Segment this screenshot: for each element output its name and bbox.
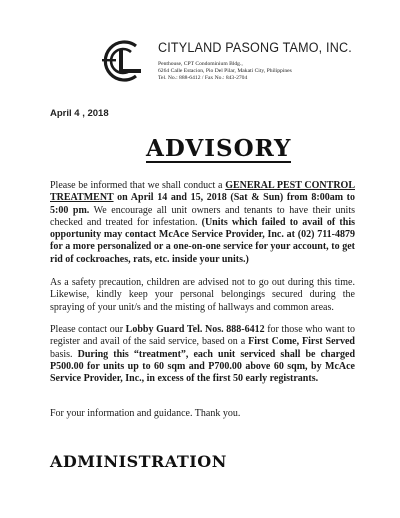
treatment-name: GENERAL PEST CONTROL TREATMENT	[50, 180, 355, 204]
paragraph-text: We encourage all unit owners and tenants to have their units checked and treated for infestation.	[50, 204, 355, 228]
company-address-line: Penthouse, CPT Condominium Bldg.,	[158, 61, 243, 67]
paragraph-text: Please be informed that we shall conduct a	[50, 180, 226, 191]
paragraph-text: for those who want to register and avail of the said service, based on a	[50, 324, 355, 348]
paragraph-text: Please contact our	[50, 324, 126, 335]
document-date: April 4 , 2018	[50, 108, 109, 119]
schedule-text: on April 14 and 15, 2018 (Sat & Sun) from 8:00am to 5:00 pm.	[50, 192, 355, 216]
paragraph-closing: For your information and guidance. Thank you.	[50, 408, 241, 419]
paragraph-text: basis.	[50, 348, 78, 360]
company-name: CITYLAND PASONG TAMO, INC.	[158, 40, 352, 55]
pricing-text: During this “treatment”, each unit serviced shall be charged P500.00 for units up to 60 sqm and P700.00 above 60 sqm, by McAce Service Provider, Inc., in excess of the first 50 early registrants.	[50, 348, 356, 385]
service-provider-note: (Units which failed to avail of this opportunity may contact McAce Service Provider, Inc. at (02) 711-4879 for a more personalized or a one-on-one service for your account, to get rid of cockroaches, rats, etc. inside your units.)	[50, 216, 355, 265]
paragraph-registration	[50, 324, 355, 385]
document-title: ADVISORY	[146, 135, 292, 162]
signature-administration: ADMINISTRATION	[50, 452, 227, 471]
basis-text: First Come, First Served	[248, 336, 355, 348]
cityland-logo-icon	[100, 38, 146, 84]
paragraph-pest-control	[50, 180, 355, 266]
company-address-line: 6264 Calle Estacion, Pio Del Pilar, Makati City, Philippines	[158, 68, 292, 74]
company-contact-line: Tel. No.: 888-6412 / Fax No.: 843-2704	[158, 75, 248, 81]
lobby-guard-contact: Lobby Guard Tel. Nos. 888-6412	[125, 324, 265, 335]
paragraph-safety: As a safety precaution, children are advised not to go out during this time. Likewise, kindly keep your personal belongings secured during the spraying of your unit/s and the misting of hallways and common areas.	[50, 277, 355, 313]
